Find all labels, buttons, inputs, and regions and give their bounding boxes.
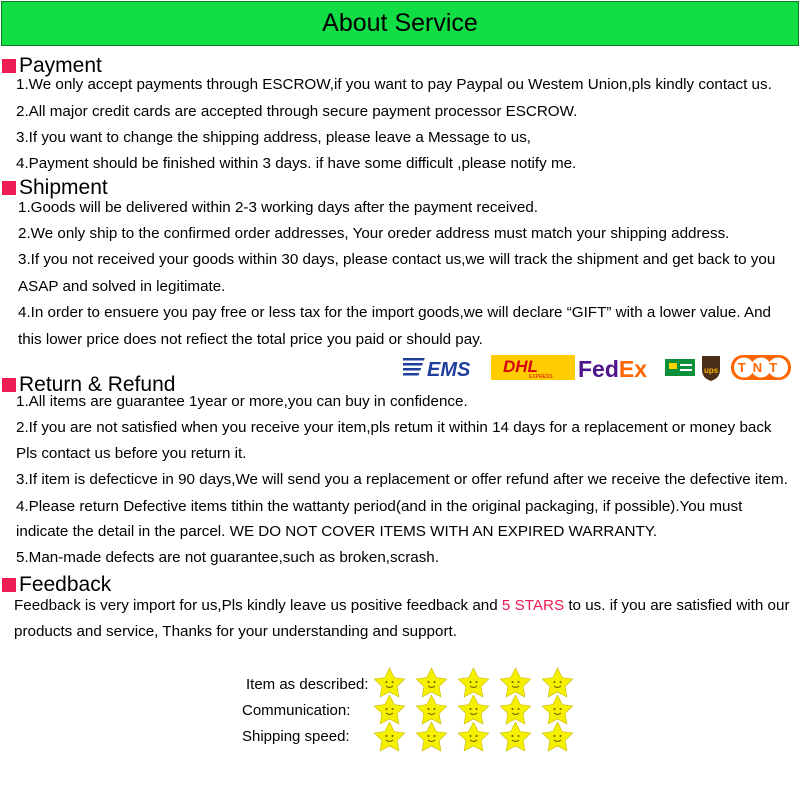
svg-text:ups: ups [704,366,719,375]
rating-stars-shipping-speed [370,721,577,752]
payment-heading [2,55,102,76]
rating-label-communication: Communication: [242,702,351,719]
svg-text:DHL: DHL [503,357,538,376]
smiley-star-icon [538,721,577,752]
five-stars-highlight: 5 STARS [501,597,565,614]
section-marker-icon [2,378,16,392]
smiley-star-icon [454,721,493,752]
shipment-heading [2,177,108,198]
ups-logo-icon [702,356,720,381]
shipment-line-5: 4.In order to ensuere you pay free or less tax for the import goods,we will declare “GIFT” with a lower value. And [18,304,771,321]
shipment-line-1: 1.Goods will be delivered within 2-3 working days after the payment received. [18,199,539,216]
svg-text:FedEx: FedEx [578,356,648,382]
smiley-star-icon [496,721,535,752]
returns-line-7: 5.Man-made defects are not guarantee,such as broken,scrash. [16,549,439,566]
returns-line-3: Pls contact us before you return it. [16,445,247,462]
feedback-line-1: Feedback is very import for us,Pls kindly leave us positive feedback and 5 STARS to us. if you are satisfied with our [14,597,790,614]
shipment-line-2: 2.We only ship to the confirmed order addresses, Your oreder address must match your shipping address. [18,225,730,242]
returns-line-2: 2.If you are not satisfied when you receive your item,pls retum it within 14 days for a replacement or money back [16,419,772,436]
section-marker-icon [2,181,16,195]
section-marker-icon [2,59,16,73]
payment-line-2: 2.All major credit cards are accepted through secure payment processor ESCROW. [16,103,578,120]
carrier-logos [403,352,793,382]
returns-line-1: 1.All items are guarantee 1year or more,you can buy in confidence. [16,393,468,410]
about-service-banner [1,1,799,46]
china-post-logo-icon [665,359,695,376]
return-refund-heading [2,374,175,395]
section-marker-icon [2,578,16,592]
tnt-logo-icon [731,355,791,380]
banner-title: About Service [322,9,478,37]
feedback-line-2: products and service, Thanks for your understanding and support. [14,623,457,640]
rating-label-shipping-speed: Shipping speed: [242,728,350,745]
return-refund-heading-text: Return & Refund [19,373,176,396]
returns-line-5: 4.Please return Defective items tithin the wattanty period(and in the original packaging, if possible).You must [16,498,743,515]
smiley-star-icon [370,721,409,752]
shipment-heading-text: Shipment [19,176,108,199]
ems-logo-icon [403,358,471,381]
payment-heading-text: Payment [19,54,102,77]
returns-line-4: 3.If item is defecticve in 90 days,We will send you a replacement or offer refund after we receive the defective item. [16,471,788,488]
fedex-logo-icon [578,356,647,382]
shipment-line-6: this lower price does not refiect the total price you paid or should pay. [18,331,483,348]
feedback-heading [2,574,111,595]
shipment-line-3: 3.If you not received your goods within 30 days, please contact us,we will track the shipment and get back to you [18,251,776,268]
svg-text:TNT: TNT [737,360,785,375]
smiley-star-icon [412,721,451,752]
svg-text:EMS: EMS [427,359,471,381]
payment-line-3: 3.If you want to change the shipping address, please leave a Message to us, [16,129,532,146]
shipment-line-4: ASAP and solved in legitimate. [18,278,226,295]
payment-line-4: 4.Payment should be finished within 3 days. if have some difficult ,please notify me. [16,155,577,172]
svg-text:EXPRESS: EXPRESS [529,374,553,380]
returns-line-6: indicate the detail in the parcel. WE DO NOT COVER ITEMS WITH AN EXPIRED WARRANTY. [16,523,658,540]
payment-line-1: 1.We only accept payments through ESCROW,if you want to pay Paypal ou Westem Union,pls kindly contact us. [16,76,772,93]
feedback-heading-text: Feedback [19,573,112,596]
rating-label-item-described: Item as described: [246,676,369,693]
dhl-logo-icon [491,355,575,380]
